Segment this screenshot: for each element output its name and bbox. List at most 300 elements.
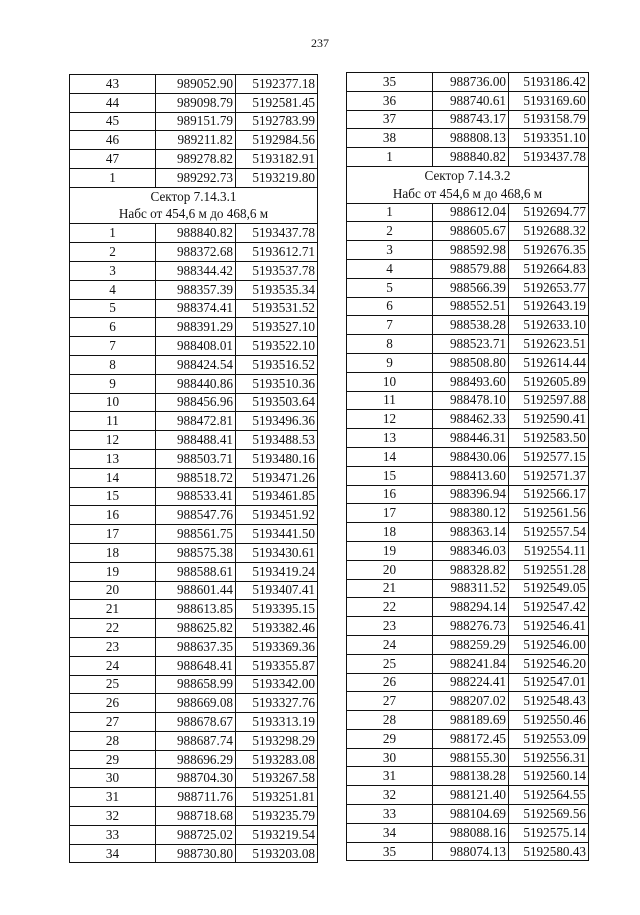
x-coordinate: 988472.81: [156, 412, 236, 431]
x-coordinate: 988669.08: [156, 694, 236, 713]
y-coordinate: 5193527.10: [236, 318, 318, 337]
x-coordinate: 988189.69: [433, 711, 509, 730]
point-number: 33: [347, 805, 433, 824]
x-coordinate: 988138.28: [433, 767, 509, 786]
sector-rows: [70, 224, 318, 863]
y-coordinate: 5193535.34: [236, 280, 318, 299]
point-number: 1: [70, 224, 156, 243]
point-number: 9: [70, 374, 156, 393]
x-coordinate: 988613.85: [156, 600, 236, 619]
y-coordinate: 5192653.77: [509, 278, 589, 297]
y-coordinate: 5193437.78: [236, 224, 318, 243]
y-coordinate: 5193342.00: [236, 675, 318, 694]
table-row: [70, 355, 318, 374]
y-coordinate: 5193437.78: [509, 148, 589, 167]
table-row: [70, 750, 318, 769]
point-number: 12: [70, 431, 156, 450]
point-number: 15: [70, 487, 156, 506]
point-number: 7: [347, 316, 433, 335]
x-coordinate: 989211.82: [156, 131, 236, 150]
table-row: [70, 431, 318, 450]
x-coordinate: 988478.10: [433, 391, 509, 410]
table-row: [70, 844, 318, 863]
x-coordinate: 988725.02: [156, 825, 236, 844]
coordinates-table-left: [69, 74, 318, 863]
point-number: 13: [70, 449, 156, 468]
point-number: 32: [347, 786, 433, 805]
x-coordinate: 988374.41: [156, 299, 236, 318]
x-coordinate: 988696.29: [156, 750, 236, 769]
table-row: [347, 692, 589, 711]
point-number: 17: [347, 504, 433, 523]
x-coordinate: 988579.88: [433, 259, 509, 278]
point-number: 35: [347, 842, 433, 861]
point-number: 4: [70, 280, 156, 299]
top-rows: [347, 73, 589, 167]
x-coordinate: 988311.52: [433, 579, 509, 598]
x-coordinate: 988718.68: [156, 807, 236, 826]
y-coordinate: 5193522.10: [236, 337, 318, 356]
y-coordinate: 5192561.56: [509, 504, 589, 523]
x-coordinate: 988224.41: [433, 673, 509, 692]
sector-title-row: [347, 166, 589, 184]
y-coordinate: 5193496.36: [236, 412, 318, 431]
y-coordinate: 5192580.43: [509, 842, 589, 861]
table-row: [70, 825, 318, 844]
y-coordinate: 5193219.54: [236, 825, 318, 844]
point-number: 27: [347, 692, 433, 711]
x-coordinate: 988207.02: [433, 692, 509, 711]
table-row: [70, 224, 318, 243]
top-rows: [70, 75, 318, 188]
x-coordinate: 988456.96: [156, 393, 236, 412]
table-row: [70, 393, 318, 412]
x-coordinate: 988357.39: [156, 280, 236, 299]
table-row: [347, 259, 589, 278]
x-coordinate: 988648.41: [156, 656, 236, 675]
x-coordinate: 988561.75: [156, 525, 236, 544]
point-number: 1: [347, 203, 433, 222]
table-row: [347, 91, 589, 110]
table-row: [70, 637, 318, 656]
table-row: [70, 168, 318, 187]
x-coordinate: 988424.54: [156, 355, 236, 374]
y-coordinate: 5192554.11: [509, 541, 589, 560]
x-coordinate: 988074.13: [433, 842, 509, 861]
y-coordinate: 5192550.46: [509, 711, 589, 730]
point-number: 9: [347, 353, 433, 372]
point-number: 14: [347, 447, 433, 466]
x-coordinate: 988328.82: [433, 560, 509, 579]
table-row: [347, 523, 589, 542]
y-coordinate: 5192564.55: [509, 786, 589, 805]
table-row: [347, 129, 589, 148]
x-coordinate: 988552.51: [433, 297, 509, 316]
x-coordinate: 988488.41: [156, 431, 236, 450]
y-coordinate: 5192560.14: [509, 767, 589, 786]
table-row: [70, 600, 318, 619]
table-row: [347, 504, 589, 523]
point-number: 16: [70, 506, 156, 525]
point-number: 29: [347, 729, 433, 748]
sector-rows: [347, 203, 589, 861]
x-coordinate: 988440.86: [156, 374, 236, 393]
y-coordinate: 5193407.41: [236, 581, 318, 600]
point-number: 31: [347, 767, 433, 786]
x-coordinate: 988413.60: [433, 466, 509, 485]
y-coordinate: 5192694.77: [509, 203, 589, 222]
x-coordinate: 988743.17: [433, 110, 509, 129]
table-row: [347, 241, 589, 260]
point-number: 10: [70, 393, 156, 412]
point-number: 20: [347, 560, 433, 579]
point-number: 6: [347, 297, 433, 316]
table-row: [347, 805, 589, 824]
point-number: 36: [347, 91, 433, 110]
x-coordinate: 988155.30: [433, 748, 509, 767]
y-coordinate: 5192676.35: [509, 241, 589, 260]
y-coordinate: 5193461.85: [236, 487, 318, 506]
x-coordinate: 989151.79: [156, 112, 236, 131]
x-coordinate: 988736.00: [433, 73, 509, 92]
point-number: 5: [347, 278, 433, 297]
point-number: 2: [70, 243, 156, 262]
point-number: 5: [70, 299, 156, 318]
x-coordinate: 988408.01: [156, 337, 236, 356]
y-coordinate: 5192546.41: [509, 617, 589, 636]
table-row: [347, 635, 589, 654]
table-row: [347, 278, 589, 297]
y-coordinate: 5192575.14: [509, 823, 589, 842]
table-row: [70, 280, 318, 299]
y-coordinate: 5192569.56: [509, 805, 589, 824]
point-number: 29: [70, 750, 156, 769]
table-row: [70, 769, 318, 788]
table-row: [347, 335, 589, 354]
point-number: 3: [70, 261, 156, 280]
x-coordinate: 988446.31: [433, 429, 509, 448]
point-number: 18: [70, 543, 156, 562]
y-coordinate: 5193480.16: [236, 449, 318, 468]
y-coordinate: 5192597.88: [509, 391, 589, 410]
point-number: 4: [347, 259, 433, 278]
table-row: [347, 729, 589, 748]
y-coordinate: 5192556.31: [509, 748, 589, 767]
x-coordinate: 988808.13: [433, 129, 509, 148]
table-row: [70, 318, 318, 337]
point-number: 16: [347, 485, 433, 504]
y-coordinate: 5192643.19: [509, 297, 589, 316]
x-coordinate: 988508.80: [433, 353, 509, 372]
table-row: [347, 560, 589, 579]
table-row: [347, 73, 589, 92]
y-coordinate: 5193169.60: [509, 91, 589, 110]
sector-subtitle-row: [347, 185, 589, 203]
x-coordinate: 988612.04: [433, 203, 509, 222]
point-number: 44: [70, 93, 156, 112]
x-coordinate: 988259.29: [433, 635, 509, 654]
y-coordinate: 5192688.32: [509, 222, 589, 241]
y-coordinate: 5193395.15: [236, 600, 318, 619]
table-row: [70, 75, 318, 94]
point-number: 1: [70, 168, 156, 187]
point-number: 37: [347, 110, 433, 129]
point-number: 14: [70, 468, 156, 487]
y-coordinate: 5193251.81: [236, 788, 318, 807]
table-row: [347, 617, 589, 636]
table-row: [347, 579, 589, 598]
point-number: 20: [70, 581, 156, 600]
point-number: 46: [70, 131, 156, 150]
point-number: 30: [70, 769, 156, 788]
y-coordinate: 5192583.50: [509, 429, 589, 448]
x-coordinate: 988396.94: [433, 485, 509, 504]
x-coordinate: 988547.76: [156, 506, 236, 525]
x-coordinate: 988840.82: [156, 224, 236, 243]
y-coordinate: 5192546.00: [509, 635, 589, 654]
y-coordinate: 5193510.36: [236, 374, 318, 393]
point-number: 19: [347, 541, 433, 560]
point-number: 19: [70, 562, 156, 581]
x-coordinate: 988462.33: [433, 410, 509, 429]
sector-subtitle-row: [70, 206, 318, 224]
y-coordinate: 5193182.91: [236, 150, 318, 169]
sector-title: Сектор 7.14.3.1: [70, 187, 318, 205]
x-coordinate: 988601.44: [156, 581, 236, 600]
y-coordinate: 5193531.52: [236, 299, 318, 318]
x-coordinate: 988294.14: [433, 598, 509, 617]
y-coordinate: 5193471.26: [236, 468, 318, 487]
x-coordinate: 988430.06: [433, 447, 509, 466]
x-coordinate: 988503.71: [156, 449, 236, 468]
y-coordinate: 5192547.42: [509, 598, 589, 617]
y-coordinate: 5193612.71: [236, 243, 318, 262]
point-number: 11: [347, 391, 433, 410]
table-row: [347, 541, 589, 560]
y-coordinate: 5193419.24: [236, 562, 318, 581]
table-row: [347, 466, 589, 485]
x-coordinate: 988372.68: [156, 243, 236, 262]
table-row: [70, 807, 318, 826]
table-row: [70, 299, 318, 318]
x-coordinate: 988104.69: [433, 805, 509, 824]
y-coordinate: 5192547.01: [509, 673, 589, 692]
y-coordinate: 5193537.78: [236, 261, 318, 280]
y-coordinate: 5193267.58: [236, 769, 318, 788]
table-row: [70, 93, 318, 112]
x-coordinate: 988493.60: [433, 372, 509, 391]
point-number: 34: [347, 823, 433, 842]
y-coordinate: 5192783.99: [236, 112, 318, 131]
y-coordinate: 5192566.17: [509, 485, 589, 504]
x-coordinate: 988533.41: [156, 487, 236, 506]
point-number: 32: [70, 807, 156, 826]
y-coordinate: 5193516.52: [236, 355, 318, 374]
table-row: [347, 786, 589, 805]
point-number: 15: [347, 466, 433, 485]
point-number: 11: [70, 412, 156, 431]
point-number: 22: [70, 619, 156, 638]
y-coordinate: 5192590.41: [509, 410, 589, 429]
table-row: [70, 731, 318, 750]
x-coordinate: 988730.80: [156, 844, 236, 863]
point-number: 22: [347, 598, 433, 617]
point-number: 30: [347, 748, 433, 767]
point-number: 3: [347, 241, 433, 260]
point-number: 23: [347, 617, 433, 636]
x-coordinate: 988380.12: [433, 504, 509, 523]
x-coordinate: 989278.82: [156, 150, 236, 169]
x-coordinate: 988687.74: [156, 731, 236, 750]
table-row: [70, 543, 318, 562]
y-coordinate: 5193298.29: [236, 731, 318, 750]
table-row: [70, 713, 318, 732]
point-number: 24: [347, 635, 433, 654]
x-coordinate: 989292.73: [156, 168, 236, 187]
point-number: 38: [347, 129, 433, 148]
y-coordinate: 5193441.50: [236, 525, 318, 544]
table-row: [347, 353, 589, 372]
x-coordinate: 988840.82: [433, 148, 509, 167]
x-coordinate: 989052.90: [156, 75, 236, 94]
point-number: 2: [347, 222, 433, 241]
table-row: [70, 619, 318, 638]
point-number: 26: [70, 694, 156, 713]
table-row: [70, 374, 318, 393]
y-coordinate: 5192614.44: [509, 353, 589, 372]
y-coordinate: 5192577.15: [509, 447, 589, 466]
point-number: 47: [70, 150, 156, 169]
table-row: [70, 449, 318, 468]
sector-subtitle: Набс от 454,6 м до 468,6 м: [347, 185, 589, 203]
point-number: 21: [347, 579, 433, 598]
table-row: [347, 148, 589, 167]
y-coordinate: 5193451.92: [236, 506, 318, 525]
table-row: [347, 203, 589, 222]
table-row: [70, 468, 318, 487]
y-coordinate: 5192581.45: [236, 93, 318, 112]
table-row: [70, 656, 318, 675]
table-row: [70, 487, 318, 506]
y-coordinate: 5193186.42: [509, 73, 589, 92]
point-number: 45: [70, 112, 156, 131]
point-number: 34: [70, 844, 156, 863]
x-coordinate: 988605.67: [433, 222, 509, 241]
y-coordinate: 5192633.10: [509, 316, 589, 335]
y-coordinate: 5193488.53: [236, 431, 318, 450]
x-coordinate: 988588.61: [156, 562, 236, 581]
table-row: [70, 562, 318, 581]
sector-title-row: [70, 187, 318, 205]
table-row: [347, 391, 589, 410]
page-number: 237: [311, 36, 329, 50]
table-row: [347, 842, 589, 861]
point-number: 26: [347, 673, 433, 692]
table-row: [70, 243, 318, 262]
table-row: [347, 110, 589, 129]
y-coordinate: 5192548.43: [509, 692, 589, 711]
x-coordinate: 988241.84: [433, 654, 509, 673]
table-row: [70, 675, 318, 694]
y-coordinate: 5192551.28: [509, 560, 589, 579]
point-number: 43: [70, 75, 156, 94]
y-coordinate: 5192664.83: [509, 259, 589, 278]
x-coordinate: 988276.73: [433, 617, 509, 636]
table-row: [347, 410, 589, 429]
x-coordinate: 988391.29: [156, 318, 236, 337]
x-coordinate: 988740.61: [433, 91, 509, 110]
table-row: [347, 447, 589, 466]
y-coordinate: 5192549.05: [509, 579, 589, 598]
point-number: 18: [347, 523, 433, 542]
x-coordinate: 988523.71: [433, 335, 509, 354]
table-row: [347, 485, 589, 504]
table-row: [70, 525, 318, 544]
y-coordinate: 5192984.56: [236, 131, 318, 150]
table-row: [347, 767, 589, 786]
table-row: [70, 788, 318, 807]
point-number: 28: [347, 711, 433, 730]
x-coordinate: 988625.82: [156, 619, 236, 638]
point-number: 8: [70, 355, 156, 374]
x-coordinate: 988538.28: [433, 316, 509, 335]
y-coordinate: 5193158.79: [509, 110, 589, 129]
table-row: [347, 429, 589, 448]
x-coordinate: 988121.40: [433, 786, 509, 805]
y-coordinate: 5193327.76: [236, 694, 318, 713]
x-coordinate: 988704.30: [156, 769, 236, 788]
table-row: [70, 694, 318, 713]
table-row: [347, 297, 589, 316]
point-number: 17: [70, 525, 156, 544]
y-coordinate: 5193203.08: [236, 844, 318, 863]
x-coordinate: 988658.99: [156, 675, 236, 694]
y-coordinate: 5192605.89: [509, 372, 589, 391]
table-row: [347, 222, 589, 241]
sector-subtitle: Набс от 454,6 м до 468,6 м: [70, 206, 318, 224]
point-number: 23: [70, 637, 156, 656]
y-coordinate: 5193369.36: [236, 637, 318, 656]
point-number: 25: [347, 654, 433, 673]
point-number: 1: [347, 148, 433, 167]
table-row: [70, 506, 318, 525]
x-coordinate: 988363.14: [433, 523, 509, 542]
table-row: [70, 112, 318, 131]
x-coordinate: 988592.98: [433, 241, 509, 260]
x-coordinate: 989098.79: [156, 93, 236, 112]
sector-title: Сектор 7.14.3.2: [347, 166, 589, 184]
table-row: [70, 131, 318, 150]
point-number: 6: [70, 318, 156, 337]
y-coordinate: 5193313.19: [236, 713, 318, 732]
x-coordinate: 988346.03: [433, 541, 509, 560]
point-number: 7: [70, 337, 156, 356]
x-coordinate: 988088.16: [433, 823, 509, 842]
x-coordinate: 988637.35: [156, 637, 236, 656]
table-row: [70, 412, 318, 431]
point-number: 35: [347, 73, 433, 92]
table-row: [347, 316, 589, 335]
table-row: [70, 337, 318, 356]
point-number: 27: [70, 713, 156, 732]
point-number: 24: [70, 656, 156, 675]
table-row: [347, 823, 589, 842]
table-row: [347, 673, 589, 692]
point-number: 12: [347, 410, 433, 429]
y-coordinate: 5193355.87: [236, 656, 318, 675]
table-row: [347, 654, 589, 673]
point-number: 13: [347, 429, 433, 448]
